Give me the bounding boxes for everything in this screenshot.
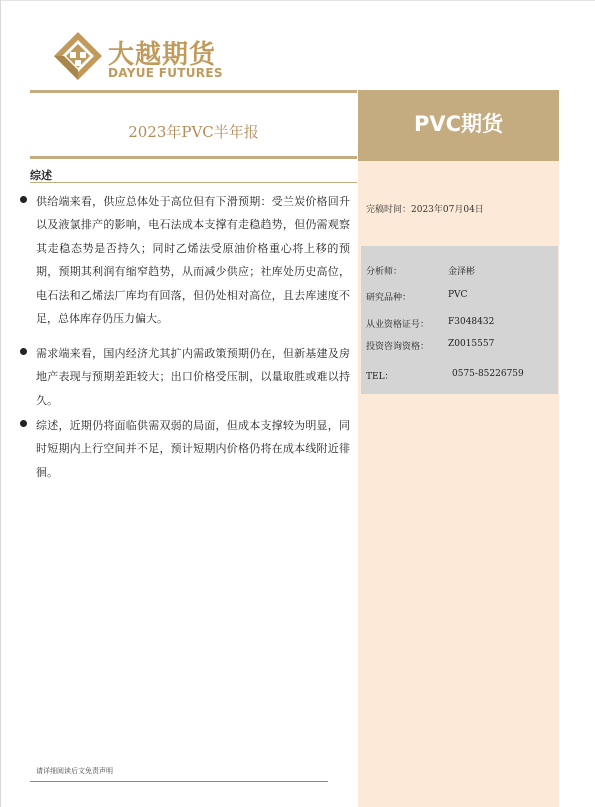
finish-date: 完稿时间：2023年07月04日 (366, 205, 484, 215)
header-top-rule (30, 90, 357, 93)
consult-qualification-label: 投资咨询资格： (366, 342, 430, 352)
disclaimer-note: 请详细阅读后文免责声明 (36, 767, 113, 775)
report-title: 2023年PVC半年报 (128, 123, 259, 141)
bullet-icon (20, 420, 27, 427)
logo-name-cn: 大越期货 (108, 40, 217, 70)
header-bottom-rule (30, 156, 357, 159)
logo-mark-icon (52, 30, 104, 84)
bullet-text: 需求端来看，国内经济尤其扩内需政策预期仍在，但新基建及房地产表现与预期差距较大；出口价格受压制，以量取胜或难以持久。 (36, 347, 350, 407)
tel-label: TEL： (366, 372, 394, 382)
bullet-icon (20, 196, 27, 203)
section-rule (30, 182, 357, 183)
logo-name-en: DAYUE FUTURES (108, 66, 223, 80)
page-border-top (0, 0, 595, 1)
product-label: 研究品种： (366, 293, 412, 303)
consult-qualification-value: Z0015557 (448, 339, 495, 349)
bullet-text: 综述，近期仍将面临供需双弱的局面，但成本支撑较为明显，同时短期内上行空间并不足，预计短期内价格仍将在成本线附近徘徊。 (36, 419, 350, 479)
bullet-icon (20, 348, 27, 355)
license-value: F3048432 (448, 317, 495, 327)
product-title: PVC期货 (413, 112, 504, 136)
page-border-left (0, 0, 1, 807)
analyst-label: 分析师： (366, 267, 403, 277)
bullet-text: 供给端来看，供应总体处于高位但有下滑预期：受兰炭价格回升以及液氯排产的影响，电石法成本支撑有走稳趋势，但仍需观察其走稳态势是否持久；同时乙烯法受原油价格重心将上移的预期，预期其利润有缩窄趋势，从而减少供应；社库处历史高位，电石法和乙烯法厂库均有回落，但仍处相对高位，且去库速度不足，总体库存仍压力偏大。 (36, 195, 350, 326)
tel-value: 0575-85226759 (452, 369, 524, 379)
license-label: 从业资格证号： (366, 320, 430, 330)
product-value: PVC (448, 290, 468, 300)
footer-rule (30, 781, 328, 782)
company-logo (52, 30, 232, 86)
analyst-value: 金泽彬 (448, 267, 476, 277)
section-title: 综述 (30, 169, 52, 182)
